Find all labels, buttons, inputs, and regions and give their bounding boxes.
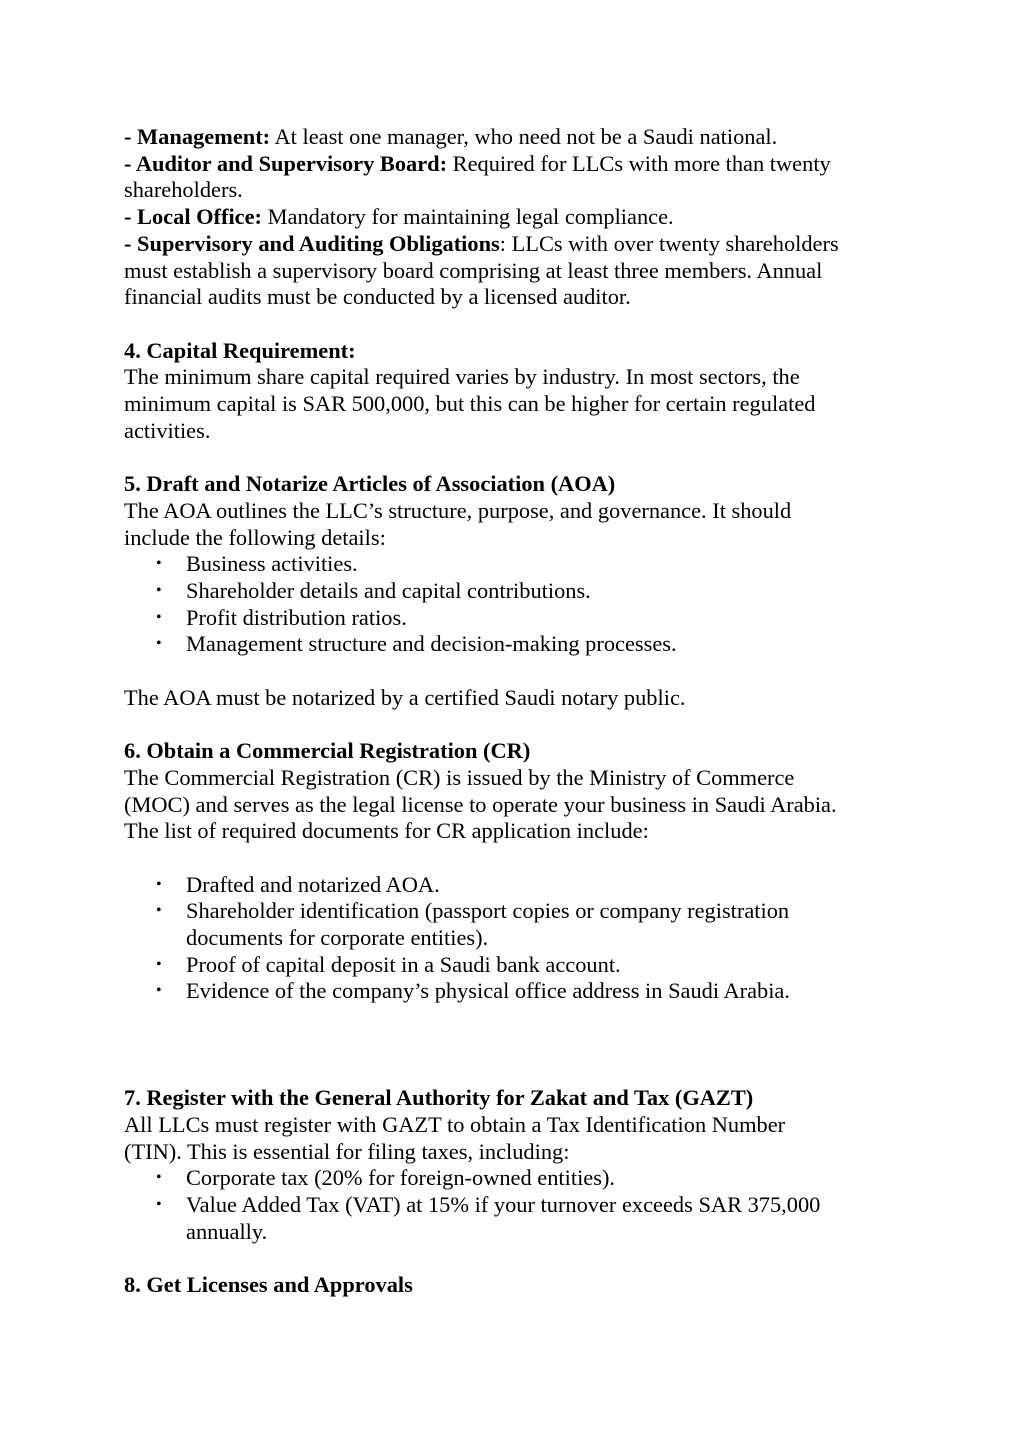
list-item: • Management structure and decision-making processes. xyxy=(124,631,914,658)
list-item-line: documents for corporate entities). xyxy=(186,925,489,951)
section-6-line: (MOC) and serves as the legal license to operate your business in Saudi Arabia. xyxy=(124,791,837,817)
section-7-line: All LLCs must register with GAZT to obtain a Tax Identification Number xyxy=(124,1111,786,1137)
section-4-line: The minimum share capital required varies by industry. In most sectors, the xyxy=(124,364,800,390)
section-5-note: The AOA must be notarized by a certified Saudi notary public. xyxy=(124,684,686,710)
management-label: - Management: xyxy=(124,124,271,149)
supervisory-label: - Supervisory and Auditing Obligations xyxy=(124,230,500,256)
list-item: • Corporate tax (20% for foreign-owned entities). xyxy=(124,1165,914,1192)
supervisory-text: : LLCs with over twenty shareholders xyxy=(499,230,839,256)
section-6-heading: 6. Obtain a Commercial Registration (CR) xyxy=(124,738,531,764)
section-5-line: The AOA outlines the LLC’s structure, purpose, and governance. It should xyxy=(124,497,792,523)
section-6-line: The Commercial Registration (CR) is issued by the Ministry of Commerce xyxy=(124,764,795,790)
local-office-requirement xyxy=(124,204,914,231)
section-4-heading: 4. Capital Requirement: xyxy=(124,337,356,363)
list-item: • Proof of capital deposit in a Saudi bank account. xyxy=(124,952,914,979)
section-7-line: (TIN). This is essential for filing taxes, including: xyxy=(124,1138,570,1164)
management-text: At least one manager, who need not be a Saudi national. xyxy=(270,124,778,149)
document-page xyxy=(124,124,914,1299)
supervisory-text-cont-2: financial audits must be conducted by a licensed auditor. xyxy=(124,284,631,310)
list-item: • Shareholder details and capital contributions. xyxy=(124,578,914,605)
local-office-label: - Local Office: xyxy=(124,204,263,230)
list-item: • Profit distribution ratios. xyxy=(124,605,914,632)
list-item: • Business activities. xyxy=(124,551,914,578)
list-item-line: • Shareholder identification (passport copies or company registration xyxy=(186,898,790,924)
supervisory-text-cont-1: must establish a supervisory board comprising at least three members. Annual xyxy=(124,257,823,283)
list-item xyxy=(124,1192,914,1245)
section-5-heading: 5. Draft and Notarize Articles of Association (AOA) xyxy=(124,471,616,497)
section-8-heading: 8. Get Licenses and Approvals xyxy=(124,1272,413,1298)
supervisory-requirement xyxy=(124,231,914,258)
section-5-bullet-list xyxy=(124,551,914,658)
section-6-line: The list of required documents for CR application include: xyxy=(124,818,649,844)
list-item: • Drafted and notarized AOA. xyxy=(124,872,914,899)
list-item: • Evidence of the company’s physical office address in Saudi Arabia. xyxy=(124,978,914,1005)
section-4-line: activities. xyxy=(124,417,211,443)
auditor-text: Required for LLCs with more than twenty xyxy=(447,150,831,176)
local-office-text: Mandatory for maintaining legal compliance. xyxy=(262,204,674,230)
list-item-line: • Value Added Tax (VAT) at 15% if your turnover exceeds SAR 375,000 xyxy=(186,1192,821,1218)
auditor-text-cont: shareholders. xyxy=(124,177,243,203)
section-7-heading: 7. Register with the General Authority for Zakat and Tax (GAZT) xyxy=(124,1085,754,1111)
auditor-label: - Auditor and Supervisory Board: xyxy=(124,150,448,176)
section-5-line: include the following details: xyxy=(124,524,386,550)
management-requirement xyxy=(124,124,914,151)
auditor-requirement xyxy=(124,151,914,178)
section-4-line: minimum capital is SAR 500,000, but this can be higher for certain regulated xyxy=(124,391,816,417)
list-item-line: annually. xyxy=(186,1218,268,1244)
list-item xyxy=(124,898,914,951)
section-7-bullet-list xyxy=(124,1165,914,1245)
section-6-bullet-list xyxy=(124,872,914,1006)
